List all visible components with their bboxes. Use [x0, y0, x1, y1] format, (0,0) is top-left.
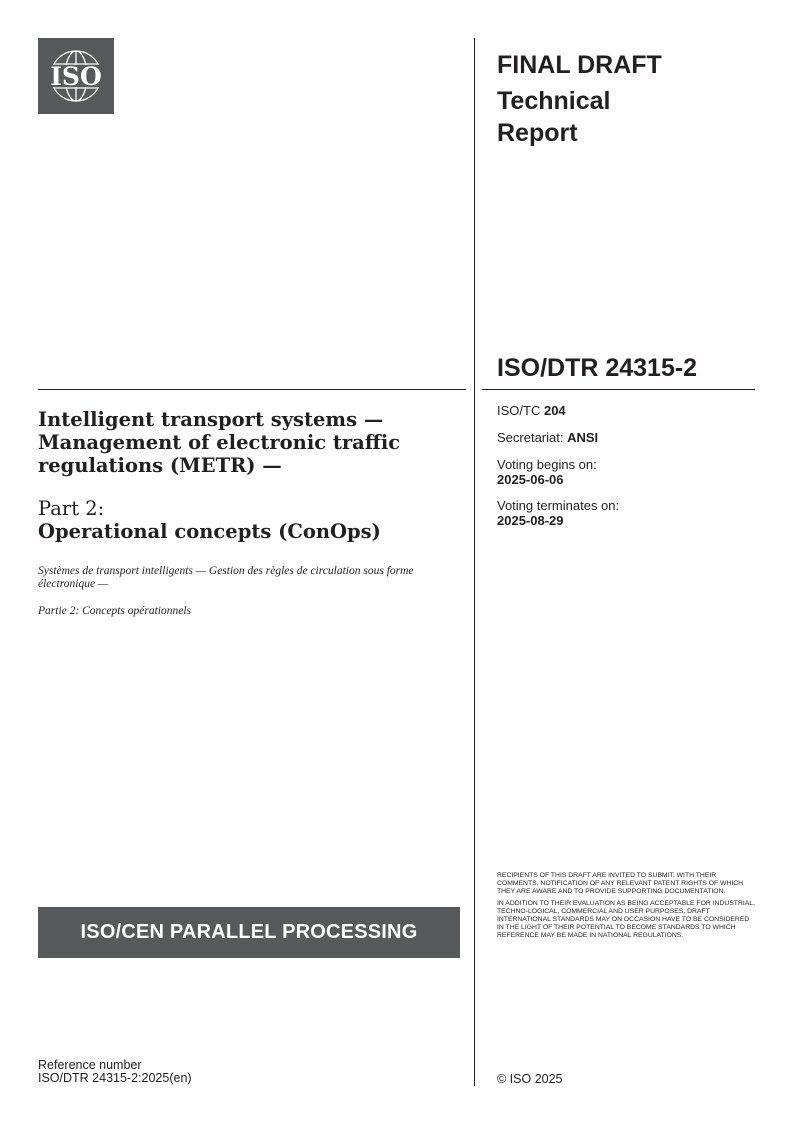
parallel-processing-banner — [38, 907, 460, 958]
french-title: Systèmes de transport intelligents — Gestion des règles de circulation sous forme électronique — — [38, 565, 414, 590]
committee-value: 204 — [543, 403, 566, 418]
notice-paragraph: IN ADDITION TO THEIR EVALUATION AS BEING ACCEPTABLE FOR INDUSTRIAL, TECHNO-LOGICAL, COMMERCIAL AND USER PURPOSES, DRAFT INTERNATIONAL STANDARDS MAY ON OCCASION HAVE TO BE CONSIDERED IN THE LIGHT OF THEIR POTENTIAL TO BECOME STANDARDS TO WHICH REFERENCE MAY BE MADE IN NATIONAL REGULATIONS. — [497, 900, 755, 939]
part-title-block — [38, 497, 458, 543]
notice-paragraph: RECIPIENTS OF THIS DRAFT ARE INVITED TO SUBMIT, WITH THEIR COMMENTS, NOTIFICATION OF ANY RELEVANT PATENT RIGHTS OF WHICH THEY ARE AWARE AND TO PROVIDE SUPPORTING DOCUMENTATION. — [497, 872, 744, 895]
reference-label: Reference number — [38, 1058, 142, 1072]
logo-text: ISO — [50, 62, 102, 91]
voting-ends-row — [497, 498, 747, 528]
reference-rule — [482, 389, 755, 390]
secretariat-label: Secretariat: — [497, 430, 564, 445]
main-title: Intelligent transport systems — Management of electronic traffic regulations (METR) — — [38, 408, 401, 477]
secretariat-row — [497, 430, 747, 445]
document-status: FINAL DRAFT — [497, 51, 662, 79]
banner-text: ISO/CEN PARALLEL PROCESSING — [80, 921, 418, 943]
reference-number-block — [38, 1059, 192, 1085]
committee-label: ISO/TC — [497, 403, 541, 418]
column-divider — [474, 38, 475, 1086]
voting-begins-value: 2025-06-06 — [497, 472, 564, 487]
document-reference: ISO/DTR 24315-2 — [497, 354, 698, 382]
title-rule — [38, 389, 466, 390]
part-label: Part 2: — [38, 497, 105, 520]
iso-logo — [38, 38, 114, 114]
voting-ends-value: 2025-08-29 — [497, 513, 564, 528]
voting-ends-label: Voting terminates on: — [497, 498, 620, 513]
french-part-title: Partie 2: Concepts opérationnels — [38, 605, 191, 617]
secretariat-value: ANSI — [567, 430, 599, 445]
reference-value: ISO/DTR 24315-2:2025(en) — [38, 1071, 192, 1085]
voting-begins-row — [497, 457, 747, 487]
globe-icon — [38, 38, 114, 114]
part-title: Operational concepts (ConOps) — [38, 520, 381, 543]
document-metadata — [497, 403, 747, 539]
copyright-notice: © ISO 2025 — [497, 1072, 563, 1086]
voting-begins-label: Voting begins on: — [497, 457, 597, 472]
document-type: Technical Report — [497, 87, 611, 147]
draft-notice — [497, 872, 755, 944]
committee-row — [497, 403, 747, 418]
